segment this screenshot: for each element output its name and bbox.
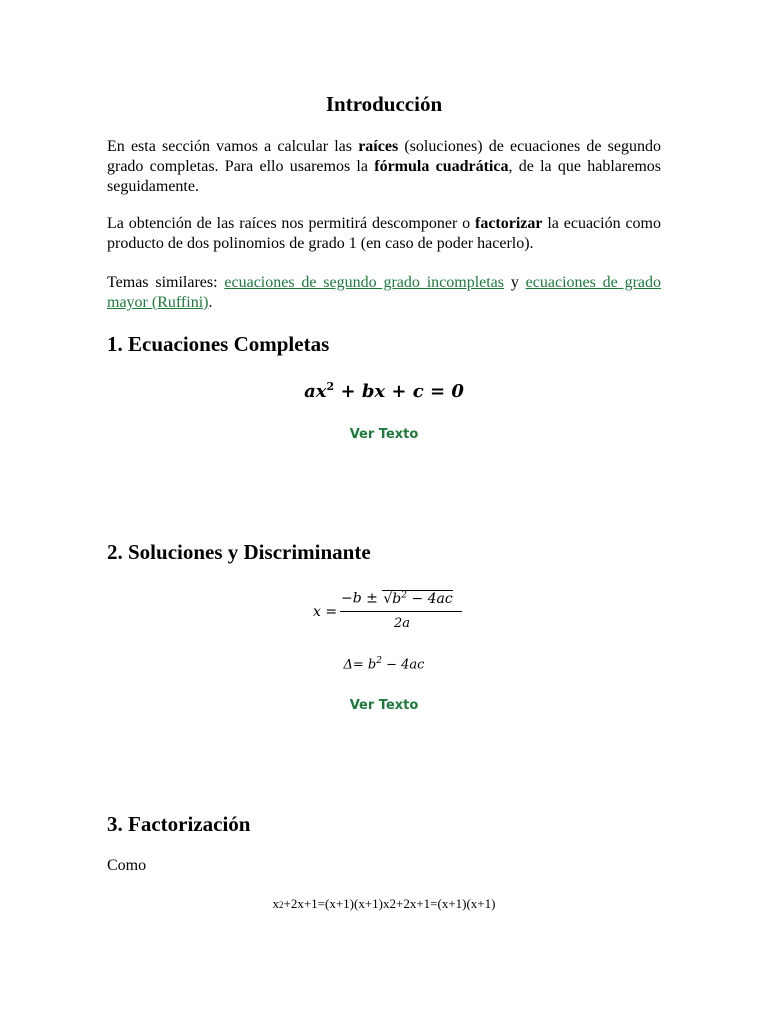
formula-x: x = bbox=[313, 604, 338, 620]
text: , de la que hablaremos seguidamente. bbox=[107, 158, 661, 195]
factorization-equation bbox=[0, 896, 768, 912]
text: (soluciones) de ecuaciones de segundo grado completas. Para ello usaremos la bbox=[107, 138, 661, 175]
num-text: b bbox=[392, 590, 402, 607]
eq-term: + bx + c = 0 bbox=[334, 381, 464, 402]
bold-term-raices: raíces bbox=[358, 138, 399, 155]
disc-exponent: 2 bbox=[376, 656, 382, 666]
link-ruffini[interactable]: ecuaciones de grado mayor (Ruffini) bbox=[107, 274, 662, 311]
ver-texto-button-2[interactable]: Ver Texto bbox=[349, 698, 419, 713]
bold-term-factorizar: factorizar bbox=[474, 215, 543, 232]
num-text: −b ± bbox=[341, 590, 383, 607]
section-heading-1: 1. Ecuaciones Completas bbox=[107, 332, 330, 356]
intro-paragraph-1 bbox=[107, 137, 661, 197]
text: Temas similares: bbox=[107, 274, 225, 291]
text: la ecuación como producto de dos polinomios de grado 1 (en caso de poder hacerlo). bbox=[107, 215, 661, 252]
eq-small: 2 bbox=[279, 900, 284, 910]
num-text: − 4ac bbox=[406, 590, 453, 607]
eq-exponent: 2 bbox=[326, 380, 335, 393]
section-heading-3: 3. Factorización bbox=[107, 812, 251, 836]
sqrt-radicand: $√b^2 - 4ac$ bbox=[383, 590, 453, 607]
disc-text: Δ= b bbox=[343, 657, 377, 673]
ver-texto-button-1[interactable]: Ver Texto bbox=[349, 427, 419, 442]
page-title: Introducción bbox=[325, 92, 443, 116]
formula-numerator bbox=[341, 590, 453, 607]
text: y bbox=[504, 274, 526, 291]
section-heading-2: 2. Soluciones y Discriminante bbox=[107, 540, 371, 564]
eq-term: ax bbox=[304, 381, 327, 402]
fraction-bar bbox=[340, 611, 462, 612]
bold-term-formula: fórmula cuadrática bbox=[374, 158, 509, 175]
disc-text: − 4ac bbox=[382, 657, 425, 673]
eq-text: +2x+1=(x+1)(x+1)x2+2x+1=(x+1)(x+1) bbox=[283, 896, 496, 911]
quadratic-formula bbox=[313, 590, 463, 640]
intro-paragraph-3 bbox=[107, 273, 661, 313]
eq-text: x bbox=[272, 896, 280, 911]
formula-denominator: 2a bbox=[393, 616, 411, 631]
link-incompletas[interactable]: ecuaciones de segundo grado incompletas bbox=[224, 274, 505, 291]
num-exponent: 2 bbox=[401, 590, 407, 600]
text: La obtención de las raíces nos permitirá descomponer o bbox=[107, 215, 475, 232]
text: En esta sección vamos a calcular las bbox=[107, 138, 359, 155]
intro-paragraph-2 bbox=[107, 214, 661, 254]
quadratic-equation bbox=[0, 380, 768, 402]
discriminant-formula bbox=[0, 656, 768, 672]
como-text: Como bbox=[107, 857, 147, 874]
text: . bbox=[208, 294, 213, 311]
